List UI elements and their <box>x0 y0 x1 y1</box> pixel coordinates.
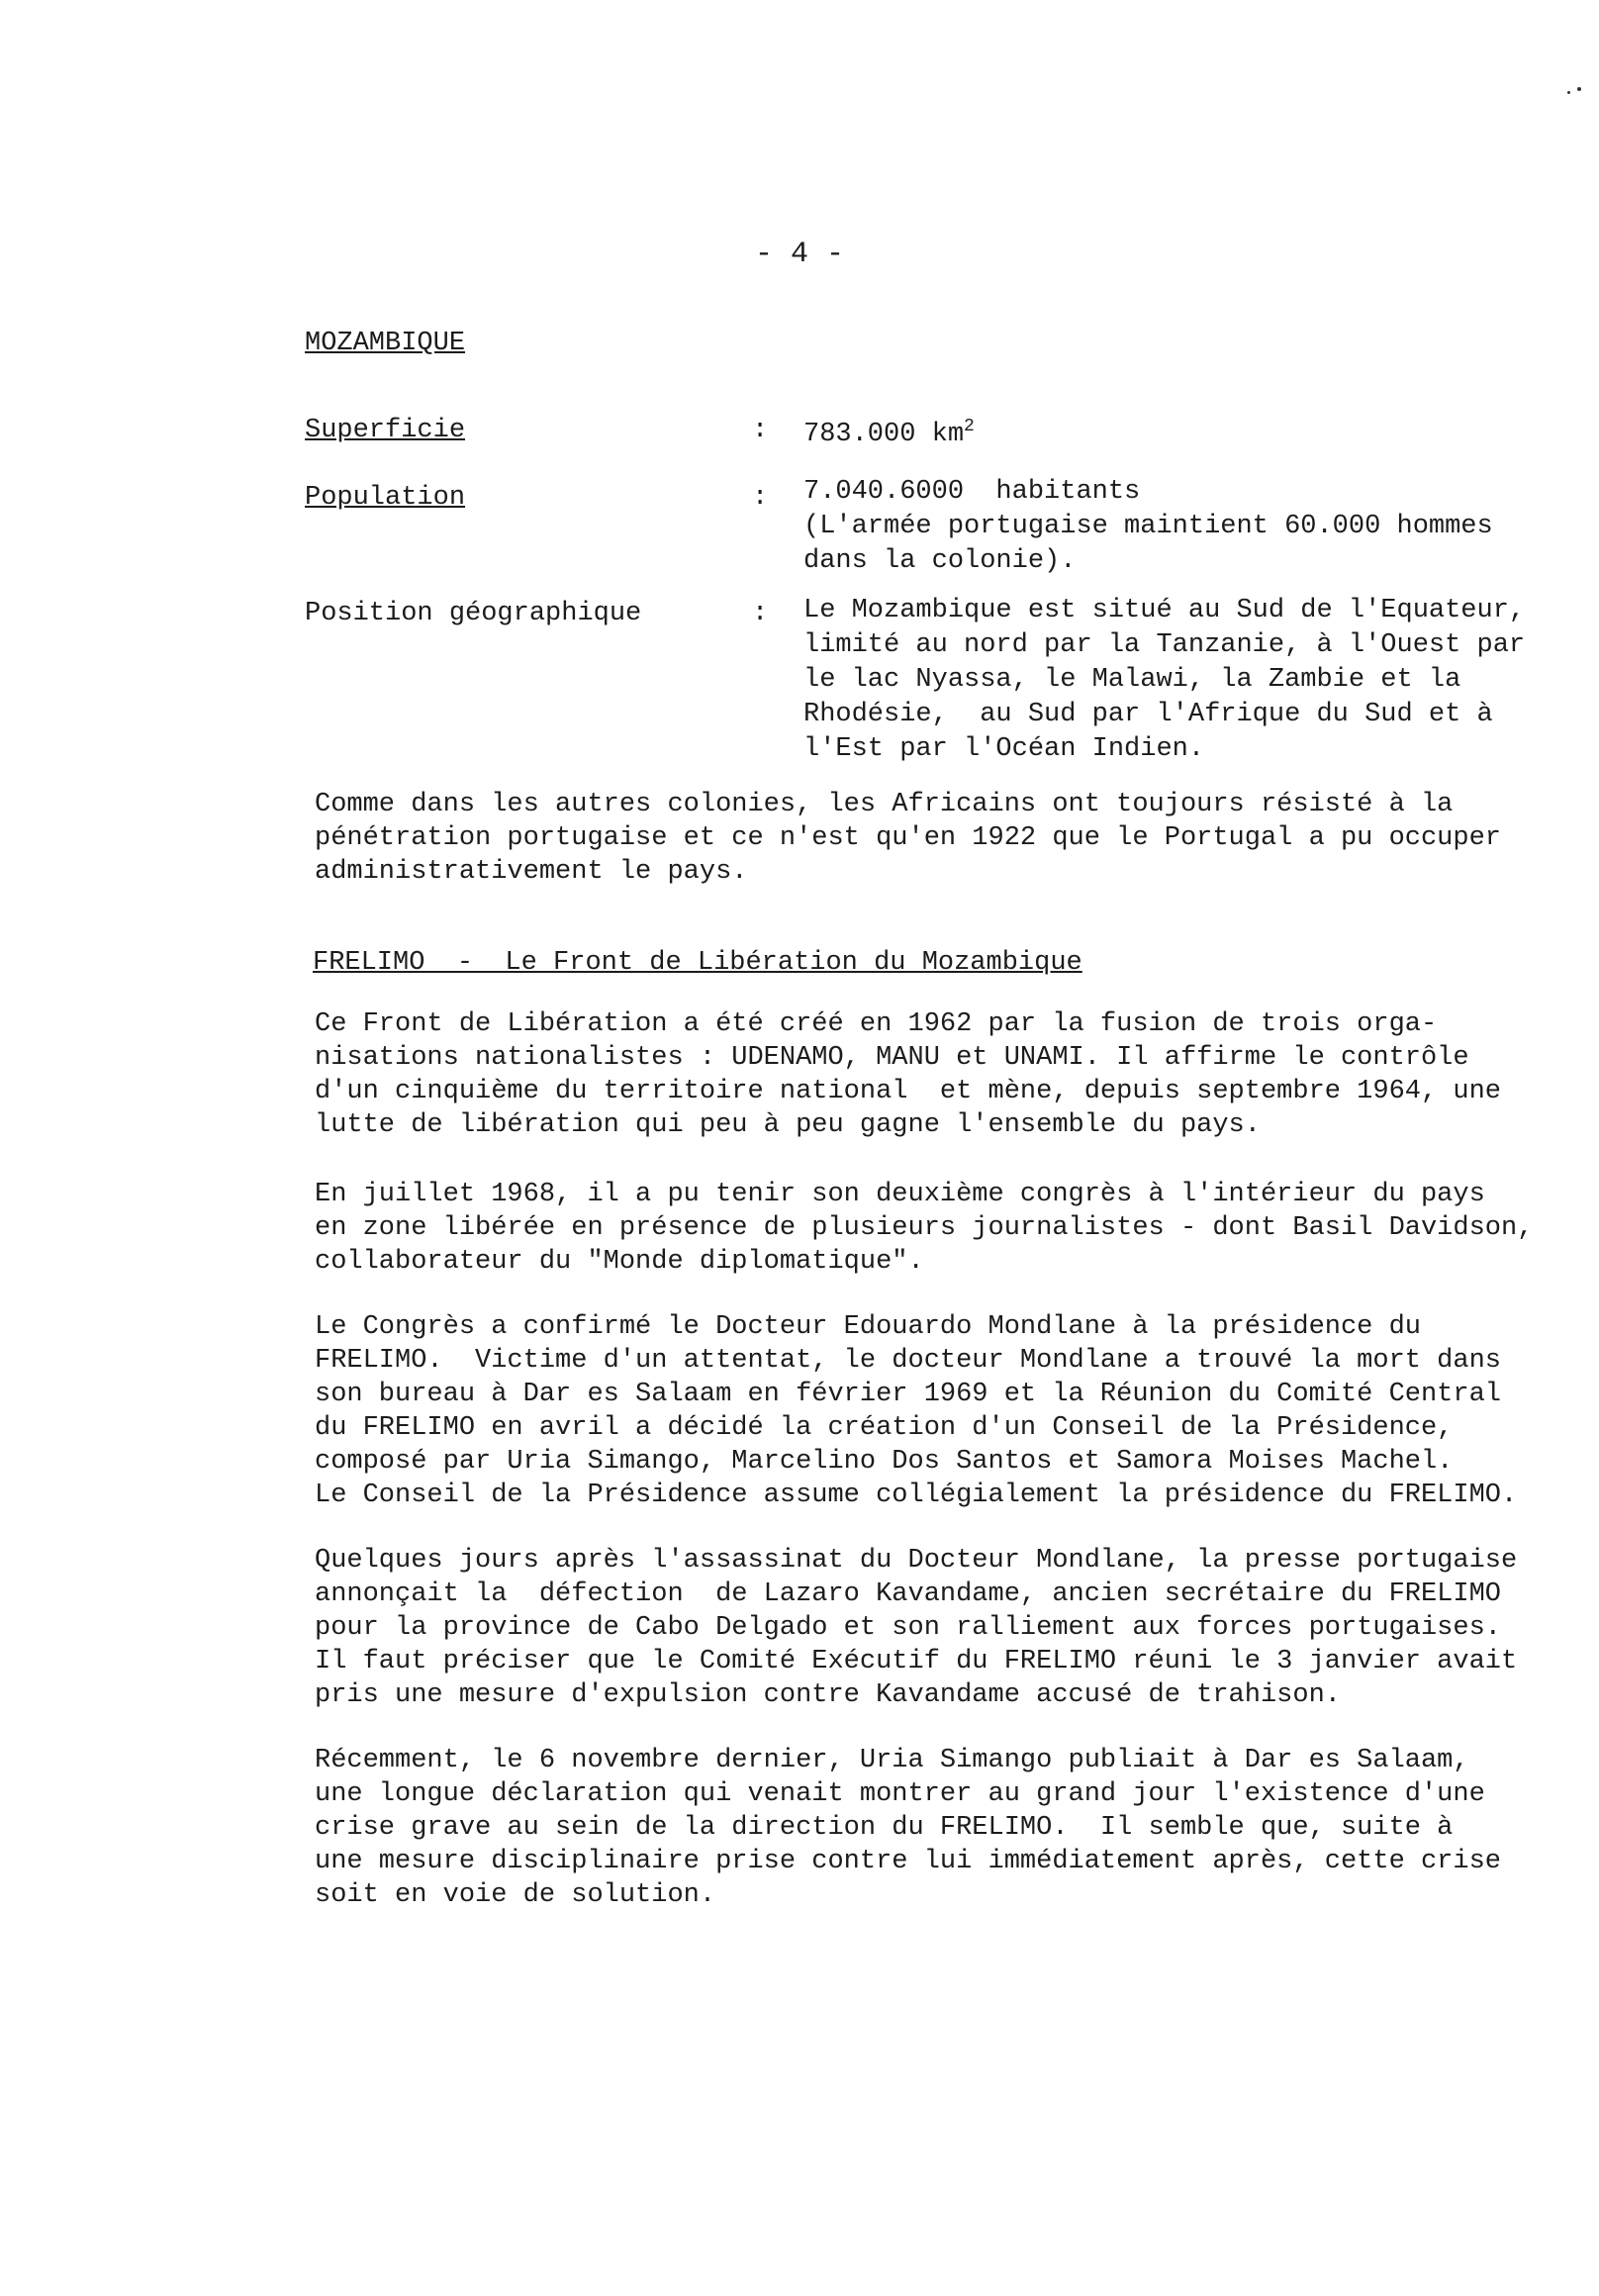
position-line: Rhodésie, au Sud par l'Afrique du Sud et à <box>803 700 1493 729</box>
population-line: dans la colonie). <box>803 546 1077 576</box>
paragraph-line: nisations nationalistes : UDENAMO, MANU et UNAMI. Il affirme le contrôle <box>315 1043 1469 1073</box>
paragraph-line: du FRELIMO en avril a décidé la création d'un Conseil de la Présidence, <box>315 1413 1454 1443</box>
superficie-exponent: 2 <box>964 417 975 436</box>
superficie-colon: : <box>752 416 769 445</box>
scan-speck <box>1577 87 1581 91</box>
population-line: 7.040.6000 habitants <box>803 477 1141 507</box>
section-title: FRELIMO - Le Front de Libération du Mozambique <box>313 948 1082 978</box>
paragraph-line: pris une mesure d'expulsion contre Kavandame accusé de trahison. <box>315 1680 1341 1710</box>
paragraph-simango <box>315 1744 1591 1912</box>
position-line: l'Est par l'Océan Indien. <box>803 734 1205 764</box>
position-colon: : <box>752 599 769 628</box>
intro-paragraph <box>315 788 1591 889</box>
population-line: (L'armée portugaise maintient 60.000 hommes <box>803 512 1493 541</box>
population-colon: : <box>752 483 769 513</box>
paragraph-line: Quelques jours après l'assassinat du Docteur Mondlane, la presse portugaise <box>315 1546 1518 1576</box>
paragraph-line: pour la province de Cabo Delgado et son ralliement aux forces portugaises. <box>315 1613 1501 1643</box>
page-number: - 4 - <box>754 238 844 271</box>
population-value <box>803 475 1493 579</box>
paragraph-line: pénétration portugaise et ce n'est qu'en 1922 que le Portugal a pu occuper <box>315 823 1501 853</box>
paragraph-line: une longue déclaration qui venait montrer au grand jour l'existence d'une <box>315 1779 1485 1809</box>
superficie-value <box>803 410 975 452</box>
paragraph-congress-1968 <box>315 1178 1591 1279</box>
paragraph-line: collaborateur du "Monde diplomatique". <box>315 1247 924 1277</box>
position-line: le lac Nyassa, le Malawi, la Zambie et la <box>803 665 1461 695</box>
position-line: limité au nord par la Tanzanie, à l'Ouest par <box>803 630 1526 660</box>
paragraph-line: soit en voie de solution. <box>315 1880 716 1910</box>
country-heading: MOZAMBIQUE <box>305 329 466 358</box>
scan-speck <box>1567 91 1570 94</box>
paragraph-line: Le Congrès a confirmé le Docteur Edouardo Mondlane à la présidence du <box>315 1312 1421 1342</box>
superficie-label: Superficie <box>305 416 466 445</box>
position-value <box>803 594 1525 767</box>
paragraph-line: Comme dans les autres colonies, les Africains ont toujours résisté à la <box>315 790 1454 819</box>
paragraph-line: Le Conseil de la Présidence assume collégialement la présidence du FRELIMO. <box>315 1481 1518 1510</box>
paragraph-line: annonçait la défection de Lazaro Kavandame, ancien secrétaire du FRELIMO <box>315 1579 1501 1609</box>
paragraph-line: composé par Uria Simango, Marcelino Dos Santos et Samora Moises Machel. <box>315 1447 1454 1477</box>
paragraph-line: son bureau à Dar es Salaam en février 1969 et la Réunion du Comité Central <box>315 1380 1501 1409</box>
paragraph-line: d'un cinquième du territoire national et mène, depuis septembre 1964, une <box>315 1077 1501 1106</box>
paragraph-line: en zone libérée en présence de plusieurs journalistes - dont Basil Davidson, <box>315 1213 1534 1243</box>
paragraph-line: FRELIMO. Victime d'un attentat, le docteur Mondlane a trouvé la mort dans <box>315 1346 1501 1376</box>
paragraph-line: Récemment, le 6 novembre dernier, Uria Simango publiait à Dar es Salaam, <box>315 1746 1469 1775</box>
paragraph-line: lutte de libération qui peu à peu gagne l'ensemble du pays. <box>315 1110 1261 1140</box>
paragraph-frelimo-creation <box>315 1007 1591 1142</box>
superficie-amount: 783.000 km <box>803 420 965 449</box>
paragraph-mondlane <box>315 1310 1591 1512</box>
paragraph-line: Il faut préciser que le Comité Exécutif du FRELIMO réuni le 3 janvier avait <box>315 1647 1518 1676</box>
paragraph-line: administrativement le pays. <box>315 857 748 887</box>
paragraph-line: crise grave au sein de la direction du FRELIMO. Il semble que, suite à <box>315 1813 1454 1843</box>
position-label: Position géographique <box>305 599 642 628</box>
position-line: Le Mozambique est situé au Sud de l'Equateur, <box>803 596 1526 625</box>
paragraph-line: une mesure disciplinaire prise contre lui immédiatement après, cette crise <box>315 1847 1501 1876</box>
paragraph-line: En juillet 1968, il a pu tenir son deuxième congrès à l'intérieur du pays <box>315 1180 1485 1209</box>
population-label: Population <box>305 483 466 513</box>
paragraph-line: Ce Front de Libération a été créé en 1962 par la fusion de trois orga- <box>315 1009 1438 1039</box>
paragraph-kavandame <box>315 1544 1591 1712</box>
